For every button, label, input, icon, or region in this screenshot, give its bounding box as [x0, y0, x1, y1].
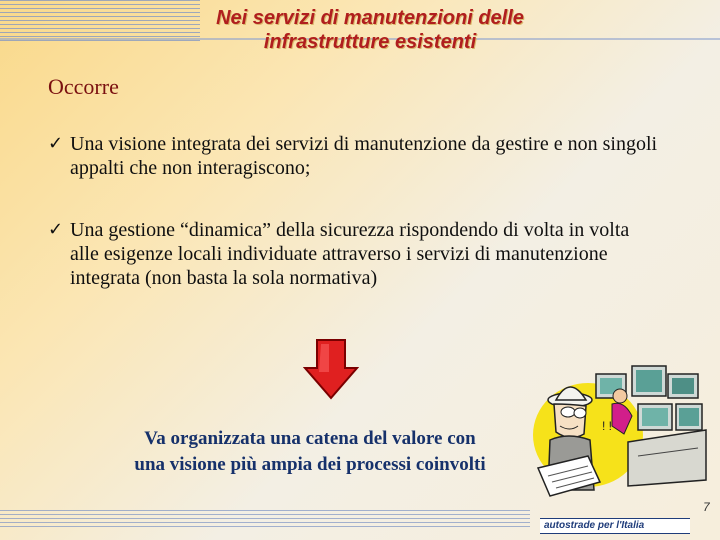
company-logo: [540, 518, 690, 534]
conclusion-line-1: Va organizzata una catena del valore con: [144, 428, 476, 449]
page-number: 7: [703, 500, 710, 514]
bullet-item-2: [48, 218, 658, 290]
bullet-text-1: Una visione integrata dei servizi di manutenzione da gestire e non singoli appalti che non interagiscono;: [70, 133, 658, 179]
down-arrow-icon: [303, 338, 359, 400]
conclusion-line-2: una visione più ampia dei processi coinvolti: [134, 454, 486, 475]
check-icon: ✓: [48, 219, 64, 240]
check-icon: ✓: [48, 133, 64, 154]
slide-title: [160, 6, 580, 54]
slide-title-line-2: infrastrutture esistenti: [263, 31, 477, 53]
svg-text:! !: ! !: [602, 419, 613, 433]
engineer-control-room-illustration: [528, 360, 708, 500]
logo-text: autostrade per l'Italia: [544, 520, 645, 531]
intro-text: Occorre: [48, 74, 119, 99]
slide-title-line-1: Nei servizi di manutenzioni delle: [216, 7, 524, 29]
conclusion-text: [80, 426, 540, 478]
decorative-stripes-bottom: [0, 510, 530, 528]
bullet-item-1: [48, 132, 658, 180]
bullet-text-2: Una gestione “dinamica” della sicurezza rispondendo di volta in volta alle esigenze locali individuate attraverso i servizi di manutenzione integrata (non basta la sola normativa): [70, 219, 630, 289]
